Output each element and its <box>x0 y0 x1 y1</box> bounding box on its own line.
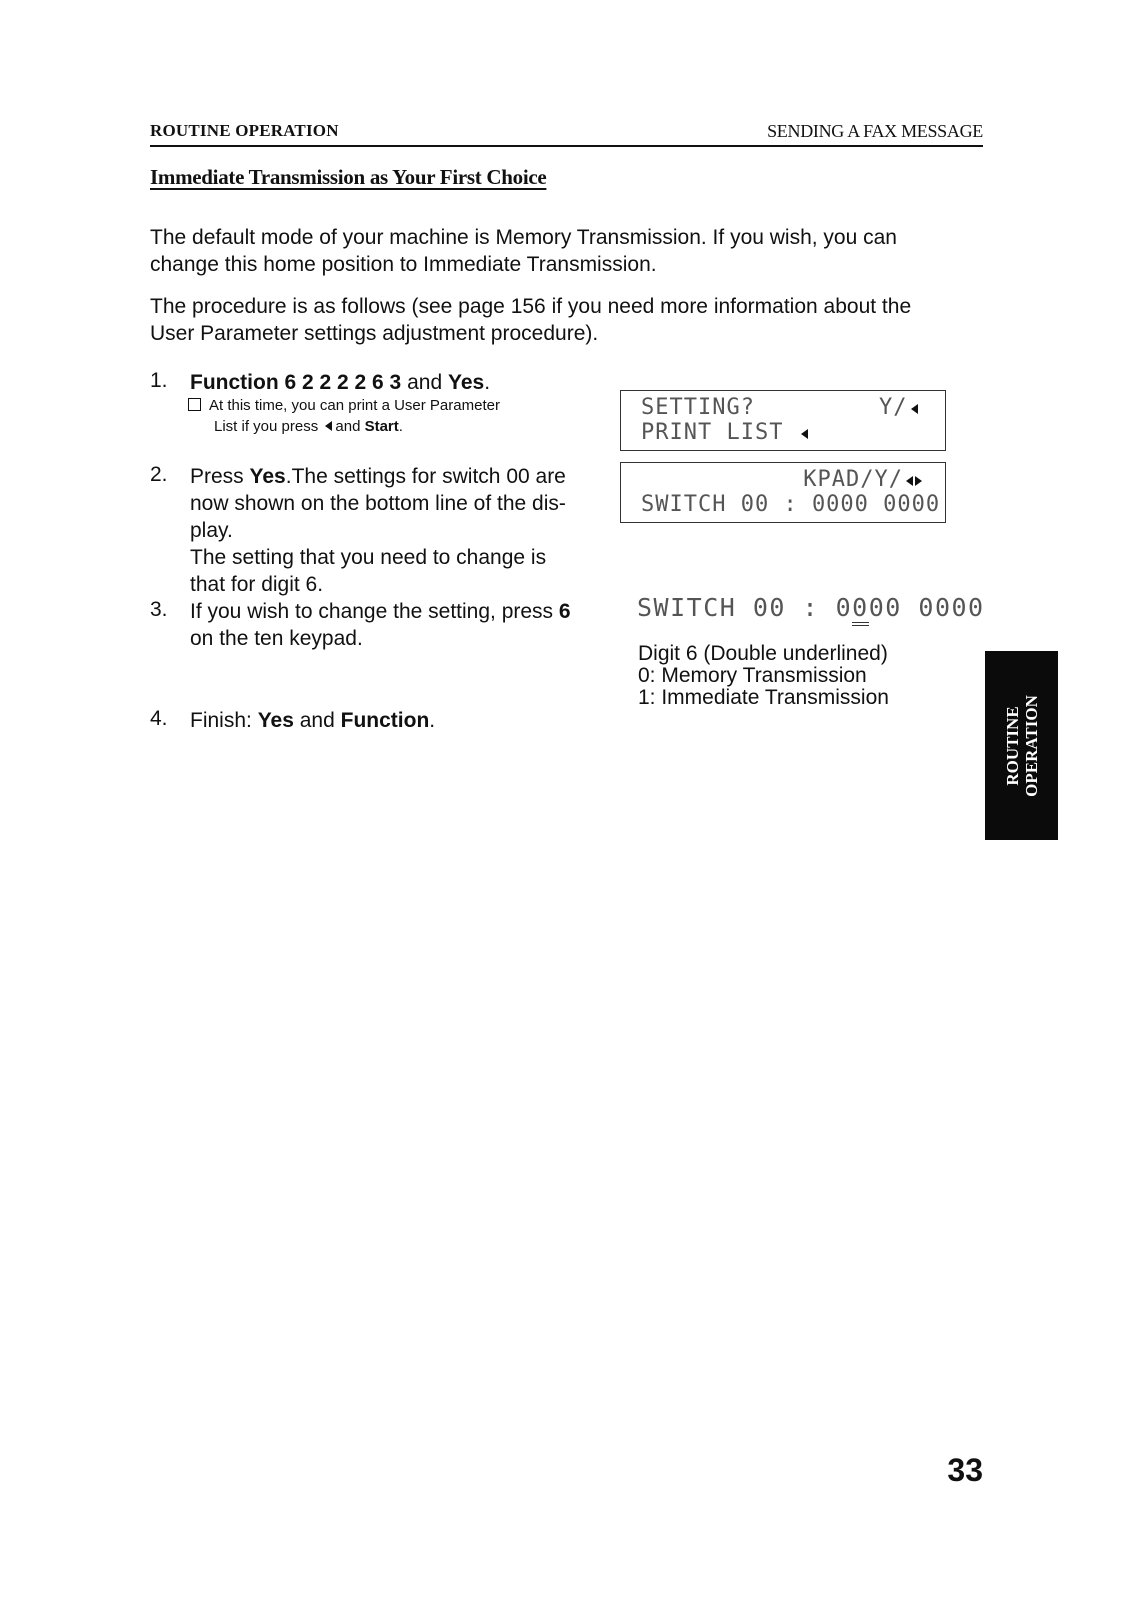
step-4-text <box>190 707 610 734</box>
step-4-function: Function <box>340 709 430 732</box>
step-3-line2: on the ten keypad. <box>190 627 363 650</box>
left-arrow-icon <box>911 404 918 414</box>
step-2-line5: that for digit 6. <box>190 573 324 596</box>
left-arrow-icon <box>906 476 913 486</box>
step-1-and: and <box>401 371 448 394</box>
step-4-and: and <box>293 709 341 732</box>
step-2-line3: play. <box>190 519 233 542</box>
left-arrow-icon <box>325 421 332 431</box>
lcd1-row1-right-text: Y/ <box>879 395 908 420</box>
step-1-text <box>190 369 610 396</box>
step-1-yes: Yes <box>447 371 485 394</box>
step-3-text <box>190 598 610 652</box>
lcd-display-switch <box>620 462 946 523</box>
step-1-number: 1. <box>150 369 168 392</box>
note-start-key: Start <box>364 418 399 435</box>
step-4-pre: Finish: <box>190 709 258 732</box>
step-2-yes: Yes <box>249 465 286 488</box>
step-3-number: 3. <box>150 598 168 621</box>
step-4-end: . <box>429 709 436 732</box>
chapter-side-tab <box>985 651 1058 840</box>
step-3-key: 6 <box>558 600 571 623</box>
step-2-line1: .The settings for switch 00 are <box>285 465 566 488</box>
lcd2-row1 <box>803 467 925 492</box>
procedure-line-1: The procedure is as follows (see page 156 if you need more information about the <box>150 295 912 318</box>
step-3-line1: If you wish to change the setting, press <box>190 600 559 623</box>
step-2-pre: Press <box>190 465 250 488</box>
step-2-number: 2. <box>150 463 168 486</box>
section-title: Immediate Transmission as Your First Choice <box>150 165 547 189</box>
step-1-keys: Function 6 2 2 2 2 6 3 <box>190 371 402 394</box>
step-1-end: . <box>484 371 491 394</box>
page-number: 33 <box>947 1452 983 1488</box>
note-line-1: At this time, you can print a User Parameter <box>209 397 500 414</box>
digit-6-double-underlined: 0 <box>852 593 869 626</box>
step-4-yes: Yes <box>257 709 294 732</box>
lcd1-row1-left: SETTING? <box>641 395 755 420</box>
legend-line-2: 0: Memory Transmission <box>638 664 867 687</box>
checkbox-bullet-icon <box>188 398 201 411</box>
legend-line-3: 1: Immediate Transmission <box>638 686 889 709</box>
right-arrow-icon <box>915 476 922 486</box>
lcd2-row2: SWITCH 00 : 0000 0000 <box>641 492 941 517</box>
step-2-line4: The setting that you need to change is <box>190 546 547 569</box>
step-4-number: 4. <box>150 707 168 730</box>
side-tab-label <box>1003 695 1041 797</box>
lcd-display-setting <box>620 390 946 451</box>
procedure-paragraph <box>150 293 990 347</box>
intro-line-1: The default mode of your machine is Memory Transmission. If you wish, you can <box>150 226 897 249</box>
lcd1-row1-right <box>879 395 921 420</box>
intro-paragraph <box>150 224 990 278</box>
note-line-2-a: List if you press <box>214 418 323 435</box>
side-tab-line-1: ROUTINE <box>1002 705 1022 786</box>
header-rule <box>150 145 983 147</box>
lcd1-row2-text: PRINT LIST <box>641 420 798 445</box>
step-2-line2: now shown on the bottom line of the dis- <box>190 492 566 515</box>
lcd1-row2 <box>641 420 811 445</box>
running-header-section: ROUTINE OPERATION <box>150 121 339 140</box>
procedure-line-2: User Parameter settings adjustment procedure). <box>150 322 599 345</box>
switch-prefix: SWITCH 00 : 0 <box>637 593 853 622</box>
switch-digit-display <box>637 593 985 622</box>
side-tab-line-2: OPERATION <box>1021 694 1041 797</box>
running-header-chapter: SENDING A FAX MESSAGE <box>767 121 983 141</box>
switch-suffix: 00 0000 <box>868 593 985 622</box>
lcd2-row1-text: KPAD/Y/ <box>803 467 903 492</box>
legend-line-1: Digit 6 (Double underlined) <box>638 642 888 665</box>
step-2-text <box>190 463 610 598</box>
left-arrow-icon <box>801 429 808 439</box>
step-1-note <box>188 395 588 437</box>
digit-legend <box>638 643 889 709</box>
note-line-2-b: and <box>335 418 365 435</box>
note-end: . <box>398 418 403 435</box>
intro-line-2: change this home position to Immediate Transmission. <box>150 253 657 276</box>
